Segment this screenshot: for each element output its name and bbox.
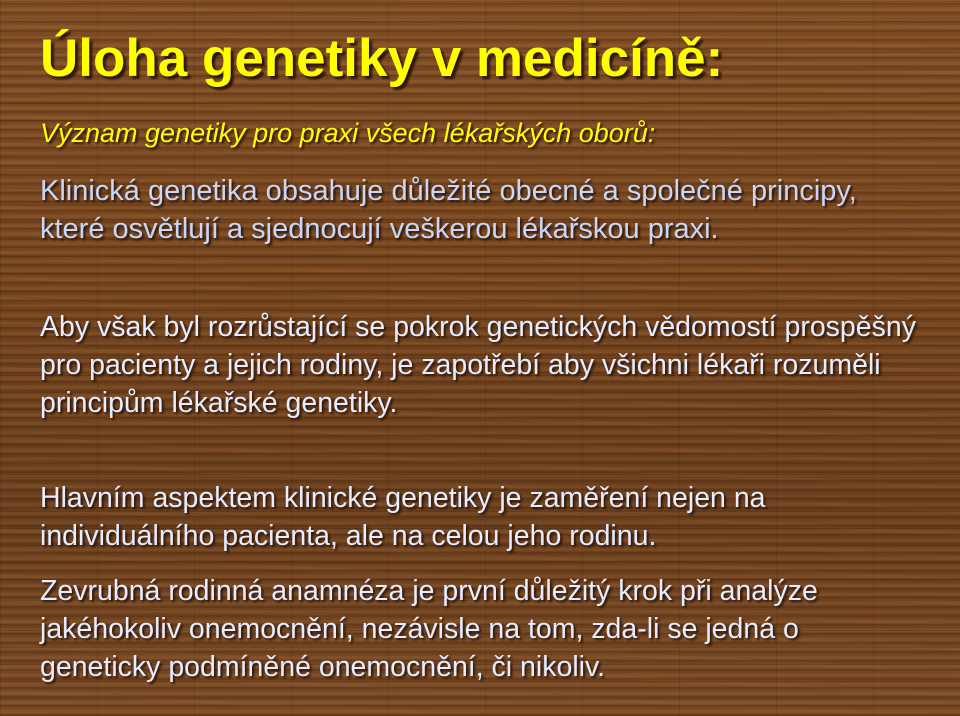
slide-title: Úloha genetiky v medicíně: (40, 29, 724, 88)
paragraph-clinical-genetics: Klinická genetika obsahuje důležité obecné a společné principy, které osvětlují a sjednocují veškerou lékařskou praxi. (40, 175, 857, 245)
slide-subtitle: Význam genetiky pro praxi všech lékařských oborů: (40, 118, 656, 148)
paragraph-family-history: Zevrubná rodinná anamnéza je první důležitý krok při analýze jakéhokoliv onemocnění, nezávisle na tom, zda-li se jedná o geneticky podmíněné onemocnění, či nikoliv. (40, 575, 818, 683)
paragraph-genetic-knowledge: Aby však byl rozrůstající se pokrok genetických vědomostí prospěšný pro pacienty a jejich rodiny, je zapotřebí aby všichni lékaři rozuměli principům lékařské genetiky. (40, 311, 916, 419)
paragraph-family-focus: Hlavním aspektem klinické genetiky je zaměření nejen na individuálního pacienta, ale na celou jeho rodinu. (40, 482, 766, 552)
